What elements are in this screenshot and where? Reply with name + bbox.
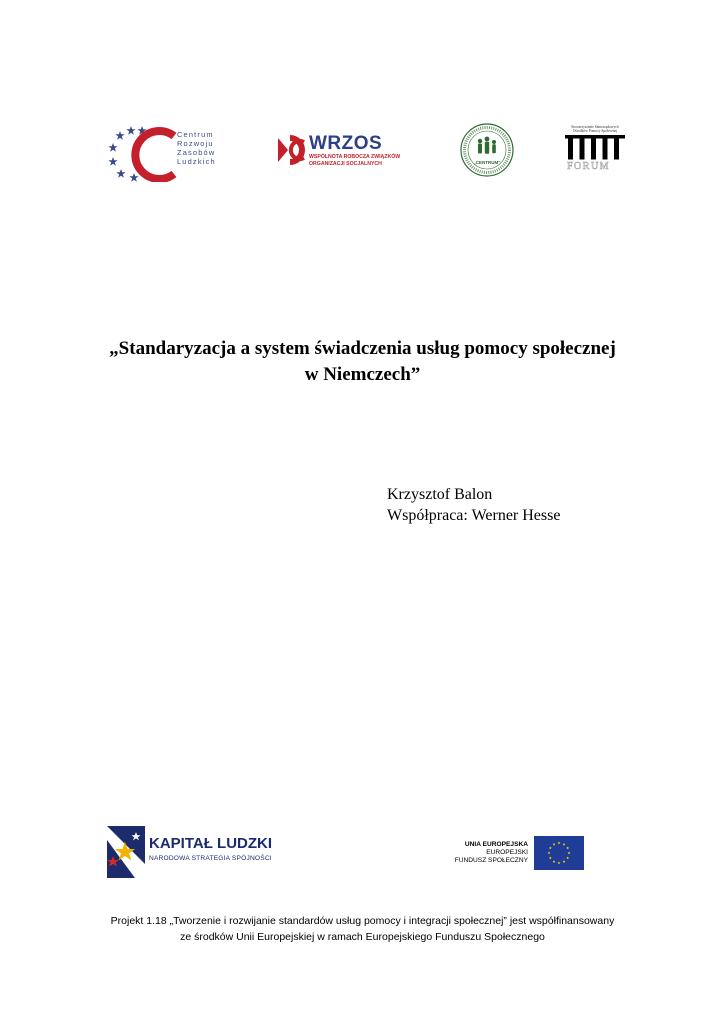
forum-word: FORUM	[567, 161, 611, 172]
eu-line: FUNDUSZ SPOŁECZNY	[454, 857, 528, 864]
document-title	[60, 336, 665, 388]
eu-line: UNIA EUROPEJSKA	[464, 841, 528, 848]
crzl-logo	[108, 122, 228, 182]
crzl-line: Centrum	[177, 130, 214, 139]
eu-logo	[456, 836, 584, 870]
centrum-logo	[459, 122, 515, 178]
footer-line: Projekt 1.18 „Tworzenie i rozwijanie standardów usług pomocy i integracji społecznej” jest współfinansowany	[110, 915, 615, 927]
wrzos-name: WRZOS	[309, 133, 383, 154]
eu-flag-icon	[534, 836, 584, 870]
kapital-ludzki-logo	[105, 826, 275, 878]
crzl-line: Zasobów	[177, 148, 216, 157]
author-name: Krzysztof Balon	[387, 486, 493, 503]
forum-heading	[565, 125, 625, 133]
forum-columns-icon	[565, 135, 625, 161]
centrum-label: „CENTRUM”	[473, 160, 501, 165]
wrzos-emblem-icon	[276, 134, 308, 166]
centrum-seal-icon	[459, 122, 515, 178]
eu-line: EUROPEJSKI	[486, 849, 528, 856]
title-line: „Standaryzacja a system świadczenia usług pomocy społecznej	[109, 338, 616, 359]
forum-heading-line: Ośrodków Pomocy Społecznej	[572, 129, 618, 134]
crzl-line: Ludzkich	[177, 157, 216, 166]
wrzos-subtitle	[309, 154, 400, 167]
project-footer	[40, 913, 685, 945]
authors-block	[387, 484, 560, 526]
forum-heading-line: Stowarzyszenie Samorządowych	[571, 125, 619, 129]
crzl-emblem-icon	[108, 122, 178, 182]
title-line: w Niemczech”	[304, 364, 421, 385]
wrzos-logo	[276, 134, 406, 174]
crzl-line: Rozwoju	[177, 139, 214, 148]
footer-line: ze środków Unii Europejskiej w ramach Europejskiego Funduszu Społecznego	[180, 931, 545, 943]
cooperation-line: Współpraca: Werner Hesse	[387, 507, 561, 524]
kapital-ludzki-emblem-icon	[105, 826, 147, 878]
forum-logo	[563, 125, 625, 173]
crzl-wordmark	[177, 130, 216, 166]
eu-wordmark	[455, 841, 528, 865]
wrzos-subtitle-line: ORGANIZACJI SOCJALNYCH	[309, 160, 382, 167]
kapital-ludzki-name: KAPITAŁ LUDZKI	[149, 835, 273, 852]
kapital-ludzki-subtitle: NARODOWA STRATEGIA SPÓJNOŚCI	[149, 855, 272, 862]
wrzos-subtitle-line: WSPÓLNOTA ROBOCZA ZWIĄZKÓW	[309, 154, 401, 160]
